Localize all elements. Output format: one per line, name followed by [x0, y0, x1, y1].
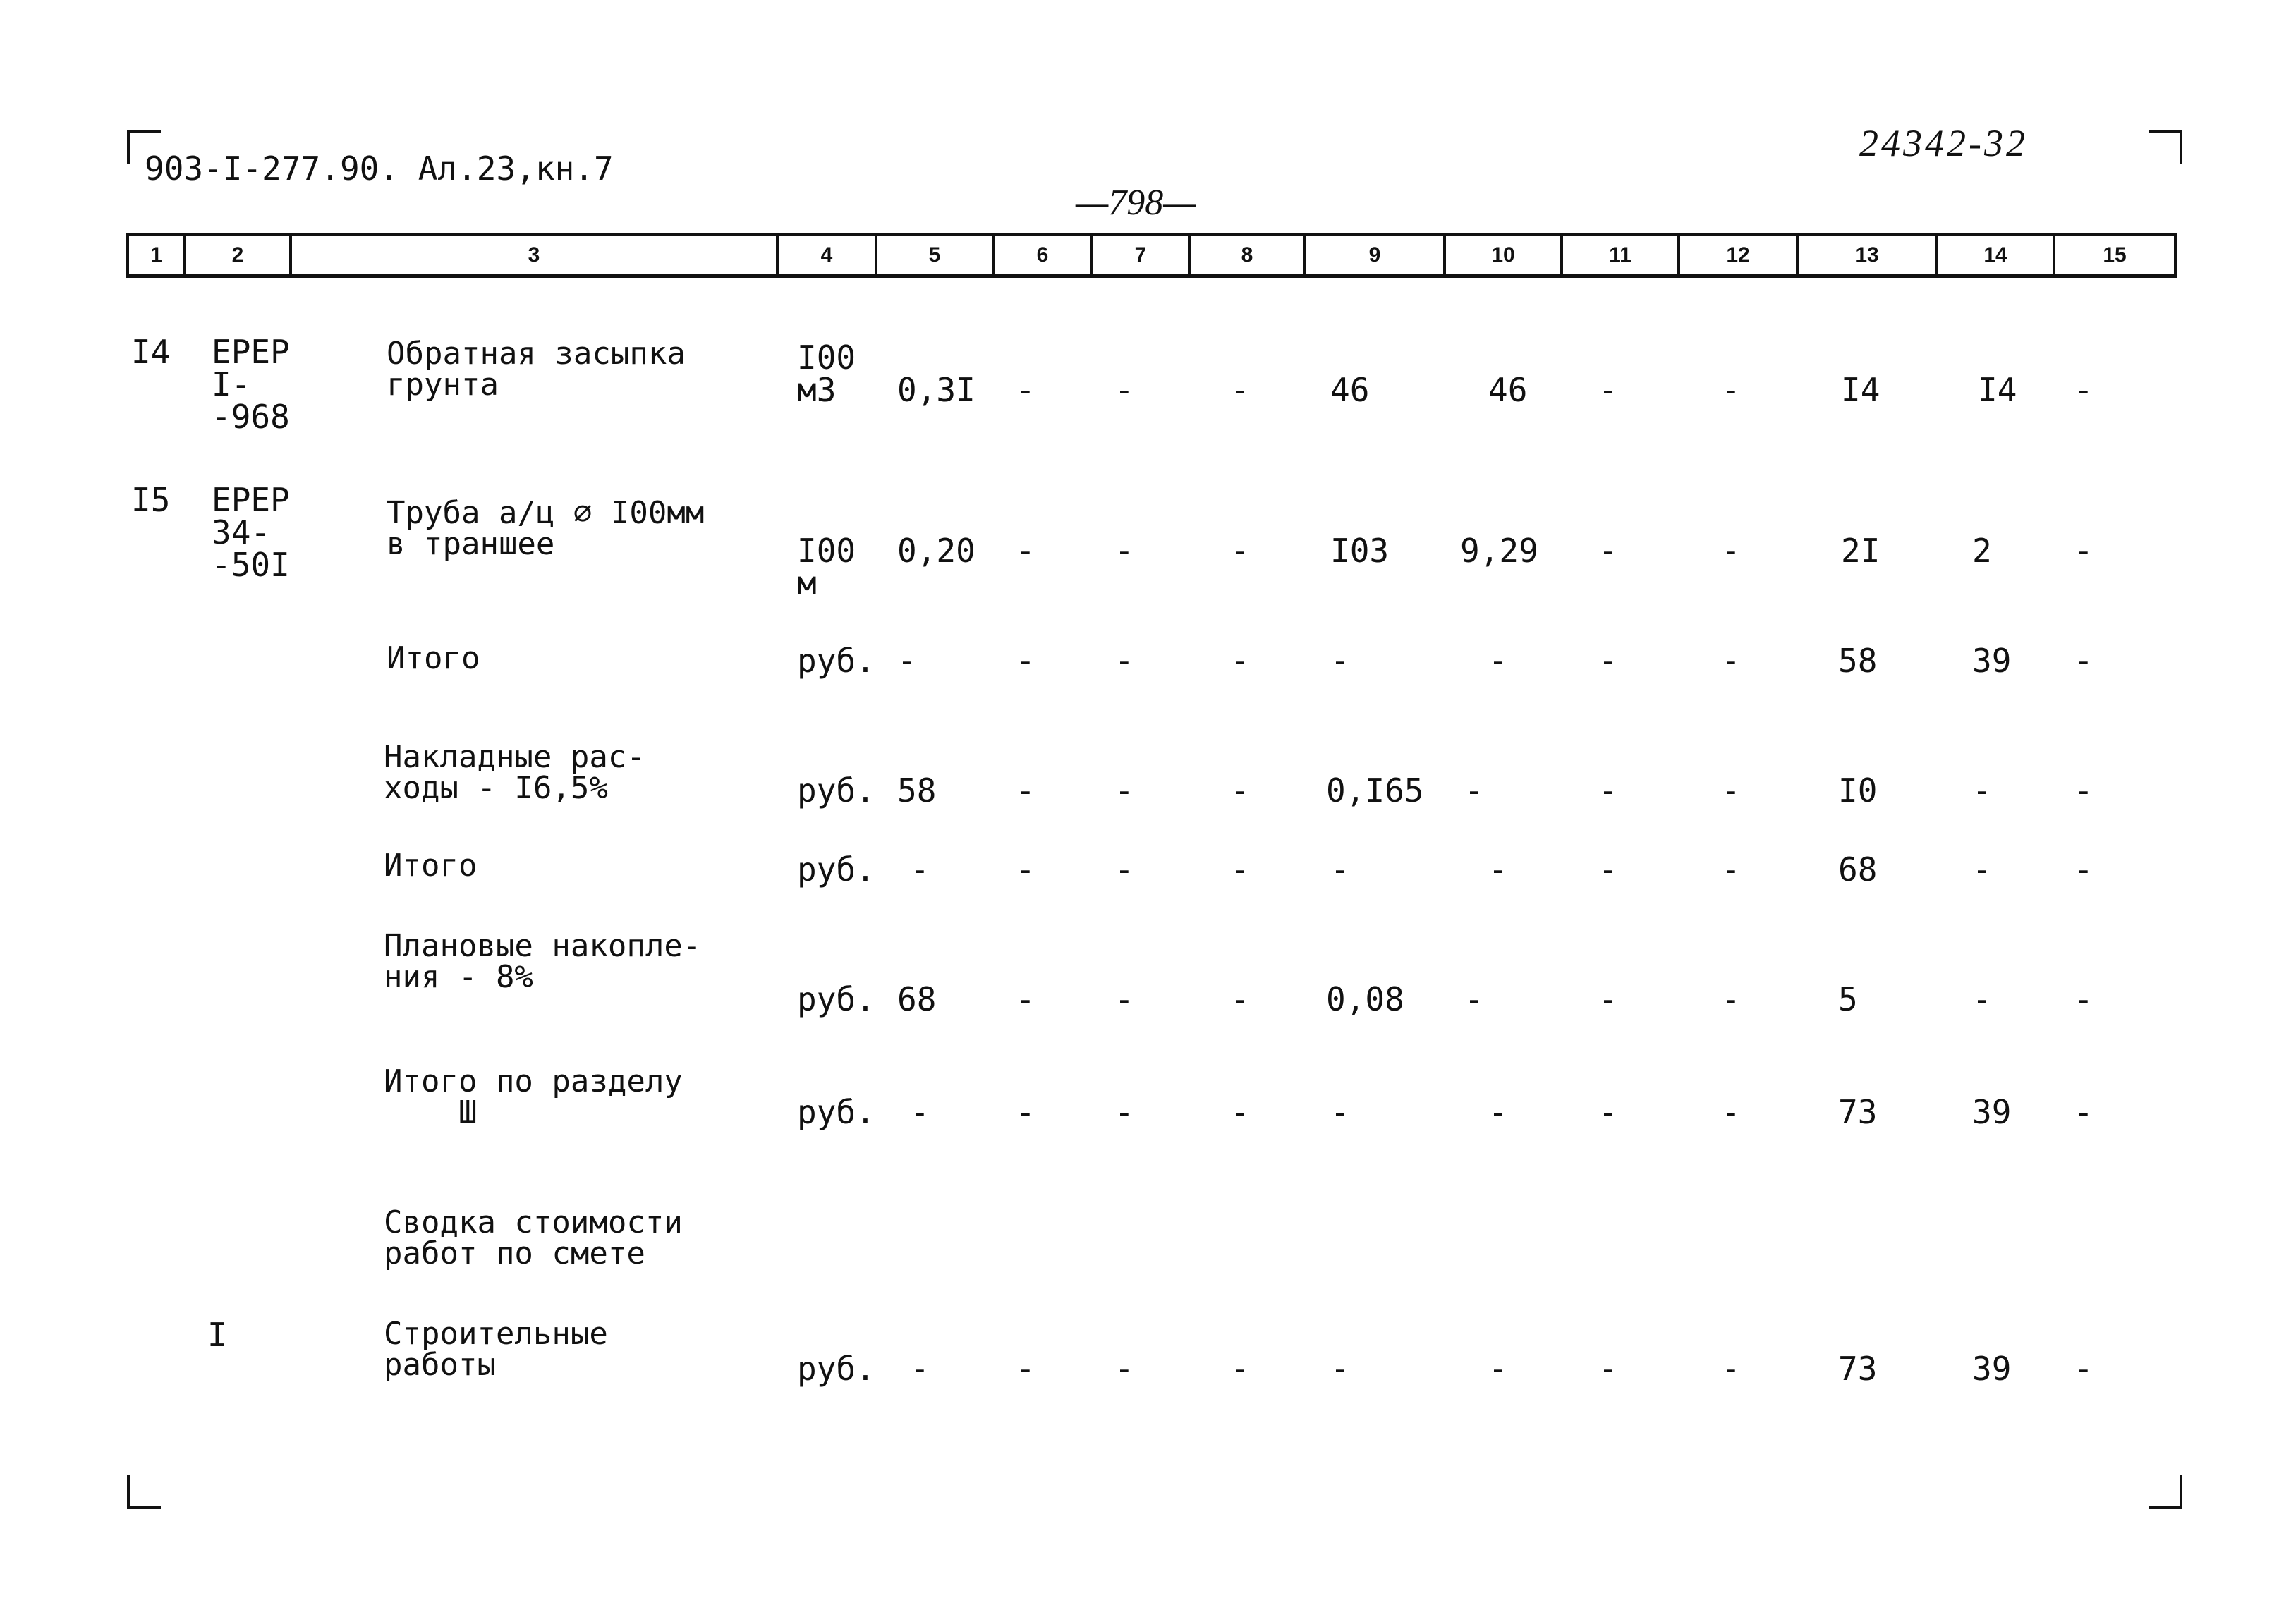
table-cell-qty: - [910, 1093, 930, 1131]
table-cell-unit: I00 м [797, 532, 856, 602]
table-cell-name: Накладные рас- ходы - I6,5% [384, 739, 645, 806]
column-header: 12 [1680, 236, 1799, 274]
table-cell-c14: 39 [1972, 1093, 2012, 1131]
table-cell-c11: - [1598, 850, 1618, 889]
table-cell-c8: - [1230, 642, 1250, 680]
table-cell-c10: 9,29 [1460, 532, 1538, 570]
table-cell-c12: - [1721, 850, 1741, 889]
table-cell-c8: - [1230, 850, 1250, 889]
table-cell-c9: - [1330, 642, 1350, 680]
table-cell-c6: - [1016, 532, 1035, 570]
table-cell-item-no: I4 [131, 333, 171, 371]
table-cell-c10: - [1488, 1093, 1508, 1131]
table-cell-c12: - [1721, 1350, 1741, 1388]
table-cell-c14: - [1972, 980, 1992, 1018]
table-cell-c11: - [1598, 371, 1618, 409]
table-cell-c15: - [2074, 642, 2094, 680]
sheet-stamp: 24342-32 [1859, 122, 2028, 164]
column-header-row [126, 233, 2177, 278]
table-cell-c7: - [1114, 771, 1134, 810]
table-cell-c7: - [1114, 371, 1134, 409]
table-cell-c6: - [1016, 850, 1035, 889]
column-header: 10 [1446, 236, 1563, 274]
table-cell-c8: - [1230, 532, 1250, 570]
table-cell-c12: - [1721, 1093, 1741, 1131]
table-cell-c11: - [1598, 1093, 1618, 1131]
table-cell-code: I [207, 1316, 227, 1354]
table-cell-c14: 39 [1972, 642, 2012, 680]
table-cell-c11: - [1598, 642, 1618, 680]
table-cell-unit: I00 м3 [797, 338, 856, 409]
table-cell-c14: - [1972, 771, 1992, 810]
table-cell-c13: 5 [1838, 980, 1858, 1018]
corner-mark-bottom-left [127, 1475, 161, 1509]
table-cell-c9: - [1330, 1093, 1350, 1131]
table-cell-unit: руб. [797, 771, 875, 810]
table-cell-qty: - [910, 1350, 930, 1388]
column-header: 5 [877, 236, 995, 274]
table-cell-code: ЕРЕР I- -968 [212, 333, 290, 436]
table-cell-c12: - [1721, 371, 1741, 409]
table-cell-name: Обратная засыпка грунта [387, 336, 686, 403]
column-header: 7 [1093, 236, 1191, 274]
table-cell-c9: - [1330, 1350, 1350, 1388]
table-cell-name: Итого [387, 640, 480, 676]
table-cell-c11: - [1598, 980, 1618, 1018]
table-cell-c10: 46 [1488, 371, 1528, 409]
table-cell-c13: 73 [1838, 1093, 1878, 1131]
table-cell-c6: - [1016, 1350, 1035, 1388]
table-cell-item-no: I5 [131, 481, 171, 519]
table-cell-c12: - [1721, 532, 1741, 570]
table-cell-c10: - [1464, 771, 1484, 810]
table-cell-name: Итого по разделу Ш [384, 1063, 683, 1130]
table-cell-c6: - [1016, 1093, 1035, 1131]
table-cell-c13: 68 [1838, 850, 1878, 889]
column-header: 14 [1938, 236, 2055, 274]
table-cell-name: Плановые накопле- ния - 8% [384, 928, 702, 995]
column-header: 15 [2103, 243, 2127, 267]
column-header: 3 [292, 236, 779, 274]
column-header: 2 [186, 236, 292, 274]
table-cell-c8: - [1230, 771, 1250, 810]
table-cell-c11: - [1598, 1350, 1618, 1388]
table-cell-c13: 73 [1838, 1350, 1878, 1388]
table-cell-c14: I4 [1978, 371, 2017, 409]
column-header: 1 [129, 236, 186, 274]
table-cell-c12: - [1721, 771, 1741, 810]
table-cell-c14: - [1972, 850, 1992, 889]
table-cell-qty: - [897, 642, 917, 680]
table-cell-c8: - [1230, 980, 1250, 1018]
table-cell-c6: - [1016, 771, 1035, 810]
table-cell-c15: - [2074, 1093, 2094, 1131]
table-cell-qty: 0,20 [897, 532, 976, 570]
table-cell-c9: 0,08 [1326, 980, 1404, 1018]
table-cell-c15: - [2074, 771, 2094, 810]
table-cell-c7: - [1114, 980, 1134, 1018]
table-cell-c13: 2I [1841, 532, 1880, 570]
table-cell-c13: I4 [1841, 371, 1880, 409]
table-cell-qty: 68 [897, 980, 937, 1018]
table-cell-c10: - [1488, 850, 1508, 889]
table-cell-c13: 58 [1838, 642, 1878, 680]
column-header: 4 [779, 236, 877, 274]
table-cell-c15: - [2074, 371, 2094, 409]
table-cell-c7: - [1114, 1350, 1134, 1388]
table-cell-c15: - [2074, 850, 2094, 889]
table-cell-c9: - [1330, 850, 1350, 889]
corner-mark-bottom-right [2149, 1475, 2182, 1509]
table-cell-name: Строительные работы [384, 1316, 608, 1383]
table-cell-unit: руб. [797, 1350, 875, 1388]
table-cell-name: Труба а/ц ∅ I00мм в траншее [387, 495, 705, 562]
table-cell-c14: 39 [1972, 1350, 2012, 1388]
table-cell-unit: руб. [797, 1093, 875, 1131]
table-cell-c11: - [1598, 532, 1618, 570]
table-cell-qty: - [910, 850, 930, 889]
corner-mark-top-right [2149, 130, 2182, 164]
table-cell-c15: - [2074, 1350, 2094, 1388]
table-cell-unit: руб. [797, 850, 875, 889]
table-cell-c15: - [2074, 980, 2094, 1018]
document-code: 903-I-277.90. Ал.23,кн.7 [145, 149, 614, 188]
table-cell-c8: - [1230, 1093, 1250, 1131]
table-cell-c11: - [1598, 771, 1618, 810]
table-cell-qty: 0,3I [897, 371, 976, 409]
table-cell-c12: - [1721, 980, 1741, 1018]
page-number: —798— [1076, 183, 1196, 223]
table-cell-c9: 0,I65 [1326, 771, 1424, 810]
table-cell-c6: - [1016, 980, 1035, 1018]
table-cell-c7: - [1114, 1093, 1134, 1131]
table-cell-c6: - [1016, 642, 1035, 680]
table-cell-c8: - [1230, 1350, 1250, 1388]
table-cell-c13: I0 [1838, 771, 1878, 810]
table-cell-c7: - [1114, 532, 1134, 570]
table-cell-c9: I03 [1330, 532, 1390, 570]
column-header: 8 [1191, 236, 1306, 274]
table-cell-c7: - [1114, 850, 1134, 889]
table-cell-c10: - [1464, 980, 1484, 1018]
table-cell-unit: руб. [797, 980, 875, 1018]
column-header: 13 [1799, 236, 1938, 274]
column-header: 11 [1563, 236, 1680, 274]
table-cell-c8: - [1230, 371, 1250, 409]
table-cell-c15: - [2074, 532, 2094, 570]
table-cell-c10: - [1488, 642, 1508, 680]
column-header: 9 [1306, 236, 1446, 274]
table-cell-c12: - [1721, 642, 1741, 680]
table-cell-c10: - [1488, 1350, 1508, 1388]
table-cell-c9: 46 [1330, 371, 1370, 409]
table-cell-c14: 2 [1972, 532, 1992, 570]
table-cell-name: Итого [384, 848, 478, 884]
section-heading: Сводка стоимости работ по смете [384, 1204, 683, 1271]
table-cell-code: ЕРЕР 34- -50I [212, 481, 290, 584]
table-cell-qty: 58 [897, 771, 937, 810]
table-cell-unit: руб. [797, 642, 875, 680]
table-cell-c7: - [1114, 642, 1134, 680]
table-cell-c6: - [1016, 371, 1035, 409]
column-header: 6 [995, 236, 1093, 274]
